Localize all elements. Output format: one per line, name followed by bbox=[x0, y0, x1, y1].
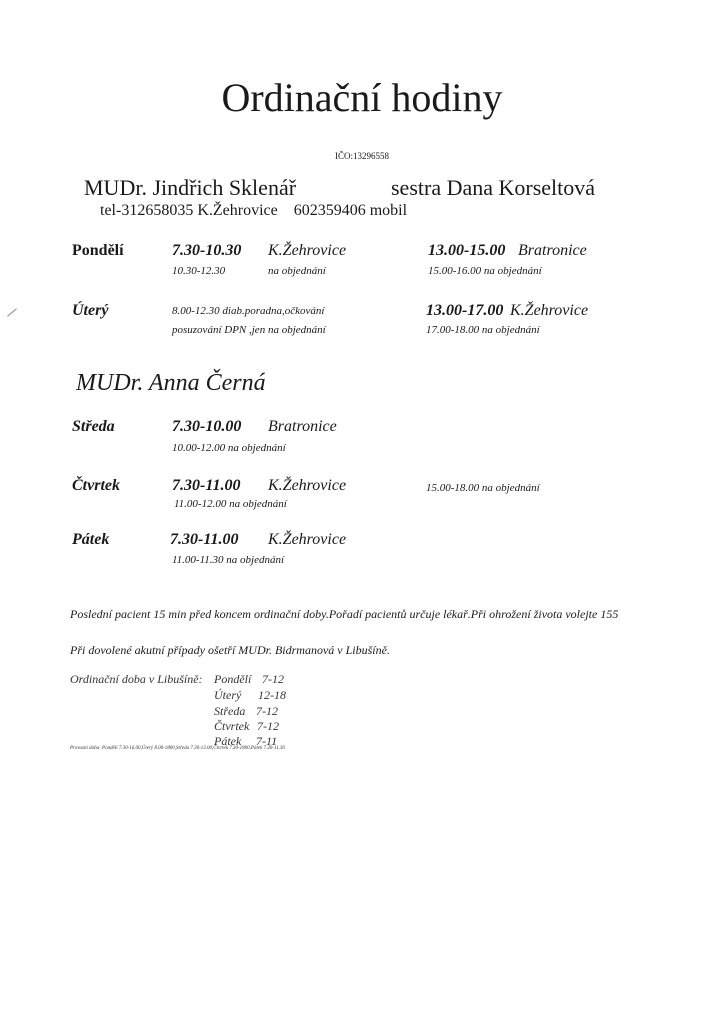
nurse-name: sestra Dana Korseltová bbox=[391, 175, 596, 200]
monday-morning-sub-note: na objednání bbox=[268, 265, 326, 277]
libusin-day: Pátek bbox=[214, 734, 242, 748]
day-thursday: Čtvrtek bbox=[72, 477, 120, 494]
libusin-hours: 7-11 bbox=[256, 734, 278, 748]
thursday-sub: 11.00-12.00 na objednání bbox=[174, 498, 287, 510]
monday-afternoon-time: 13.00-15.00 bbox=[428, 242, 506, 259]
libusin-day: Čtvrtek bbox=[214, 719, 250, 733]
ico-number: IČO:13296558 bbox=[335, 151, 389, 161]
wednesday-sub: 10.00-12.00 na objednání bbox=[172, 442, 286, 454]
tuesday-afternoon-sub: 17.00-18.00 na objednání bbox=[426, 324, 540, 336]
libusin-day: Středa bbox=[214, 704, 246, 718]
monday-morning-place: K.Žehrovice bbox=[268, 242, 347, 259]
libusin-hours: 7-12 bbox=[256, 704, 278, 718]
libusin-day: Pondělí bbox=[214, 672, 252, 686]
monday-morning-time: 7.30-10.30 bbox=[172, 242, 242, 259]
libusin-label: Ordinační doba v Libušíně: bbox=[70, 672, 203, 686]
thursday-time: 7.30-11.00 bbox=[172, 477, 241, 494]
friday-sub: 11.00-11.30 na objednání bbox=[172, 554, 285, 566]
note-vacation: Při dovolené akutní případy ošetří MUDr. Bidrmanová v Libušíně. bbox=[70, 643, 390, 657]
operating-hours: Provozní doba: Pondělí 7.30-16.00,Úterý 8.00-1800,Středa 7.30-13.00,Čtvrtek 7.30-1800,Pátek 7.30-11.30 bbox=[70, 746, 285, 751]
tuesday-morning-line1: 8.00-12.30 diab.poradna,očkování bbox=[172, 305, 325, 317]
day-wednesday: Středa bbox=[72, 418, 115, 435]
tuesday-afternoon-time: 13.00-17.00 bbox=[426, 302, 504, 319]
libusin-hours: 7-12 bbox=[262, 672, 284, 686]
tuesday-afternoon-place: K.Žehrovice bbox=[510, 302, 589, 319]
day-tuesday: Úterý bbox=[72, 302, 109, 319]
page-title: Ordinační hodiny bbox=[221, 75, 503, 120]
note-last-patient: Poslední pacient 15 min před koncem ordinační doby.Pořadí pacientů určuje lékař.Při ohrožení života volejte 155 bbox=[70, 607, 619, 621]
doctor1-name: MUDr. Jindřich Sklenář bbox=[84, 175, 297, 200]
margin-mark bbox=[7, 308, 17, 316]
day-monday: Pondělí bbox=[72, 242, 124, 259]
wednesday-place: Bratronice bbox=[268, 418, 337, 435]
monday-afternoon-place: Bratronice bbox=[518, 242, 587, 259]
doctor2-name: MUDr. Anna Černá bbox=[76, 370, 266, 396]
friday-time: 7.30-11.00 bbox=[170, 531, 239, 548]
monday-afternoon-sub: 15.00-16.00 na objednání bbox=[428, 265, 542, 277]
libusin-day: Úterý bbox=[214, 688, 242, 702]
thursday-afternoon-sub: 15.00-18.00 na objednání bbox=[426, 482, 540, 494]
libusin-hours: 7-12 bbox=[257, 719, 279, 733]
tuesday-morning-line2: posuzování DPN ,jen na objednání bbox=[172, 324, 326, 336]
friday-place: K.Žehrovice bbox=[268, 531, 347, 548]
thursday-place: K.Žehrovice bbox=[268, 477, 347, 494]
wednesday-time: 7.30-10.00 bbox=[172, 418, 242, 435]
doctor1-contact: tel-312658035 K.Žehrovice 602359406 mobil bbox=[100, 202, 408, 219]
day-friday: Pátek bbox=[72, 531, 110, 548]
libusin-hours: 12-18 bbox=[258, 688, 286, 702]
monday-morning-sub: 10.30-12.30 bbox=[172, 265, 226, 277]
